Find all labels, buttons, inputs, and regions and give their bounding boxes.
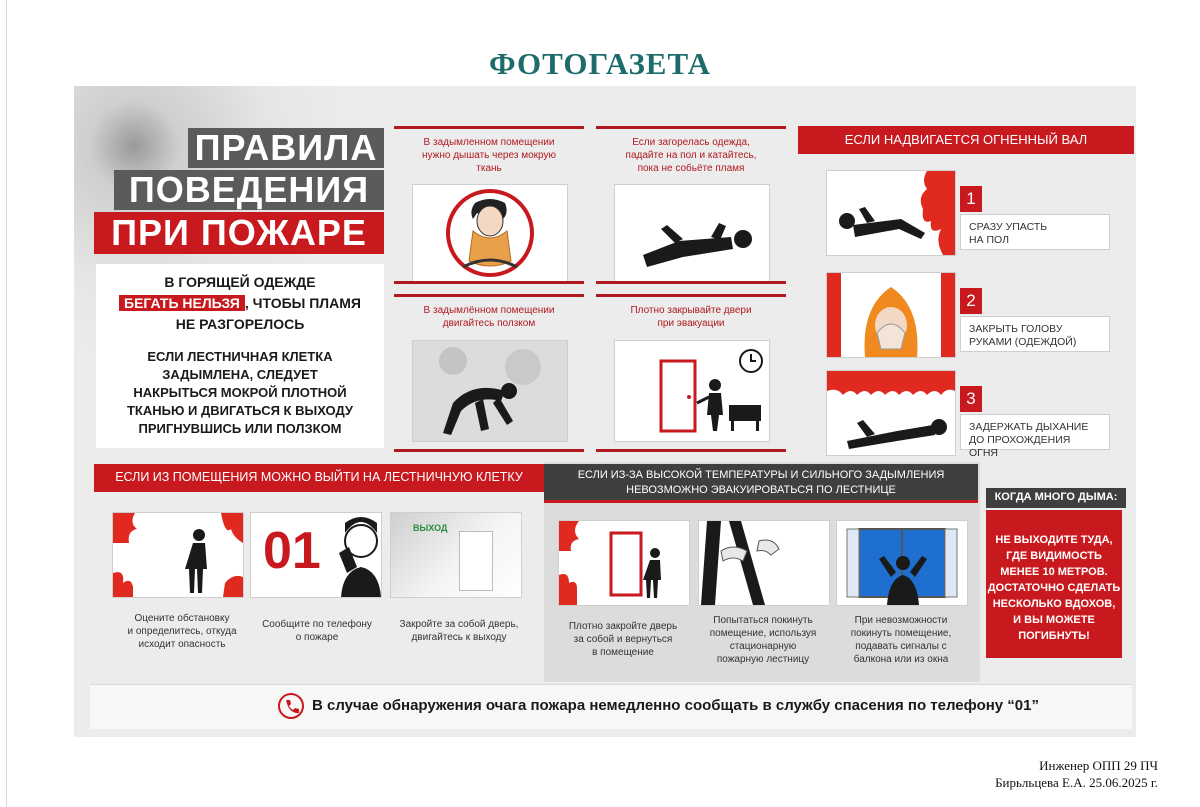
fire-wave-step-2 — [826, 272, 1116, 358]
tip-text — [596, 304, 786, 330]
crawling-person-icon — [413, 341, 567, 441]
poster-title-line3: ПРИ ПОЖАРЕ — [94, 212, 384, 254]
fall-down-illustration — [826, 170, 956, 256]
fire-ladder-illustration — [698, 520, 830, 606]
emergency-footer — [90, 684, 1132, 729]
signature-line2: Бирьльцева Е.А. 25.06.2025 г. — [995, 775, 1158, 790]
lying-person-flames-icon — [827, 171, 955, 255]
assess-situation-illustration — [112, 512, 244, 598]
fire-safety-poster — [74, 86, 1136, 737]
call-phone-text — [250, 618, 384, 644]
window-signal-text — [832, 614, 970, 666]
tip-line: пока не собьёте пламя — [637, 163, 745, 174]
fire-wave-step-1 — [826, 170, 1116, 256]
stairwell-text-line: исходит опасность — [138, 639, 226, 650]
high-temp-text-line: помещение, используя — [709, 628, 817, 639]
stairwell-rule-line1: ЕСЛИ ЛЕСТНИЧНАЯ КЛЕТКА — [147, 349, 333, 364]
smoke-header: КОГДА МНОГО ДЫМА: — [986, 488, 1126, 508]
hold-breath-illustration — [826, 370, 956, 456]
smoke-warning-line: НЕСКОЛЬКО ВДОХОВ, — [992, 598, 1116, 610]
stairwell-header: ЕСЛИ ИЗ ПОМЕЩЕНИЯ МОЖНО ВЫЙТИ НА ЛЕСТНИЧНУЮ КЛЕТКУ — [94, 464, 544, 492]
tip-line: В задымленном помещении — [423, 137, 555, 148]
ladder-hands-icon — [699, 521, 829, 605]
tip-top-bar — [596, 126, 786, 129]
rolling-person-illustration — [614, 184, 770, 282]
window-signal-illustration — [836, 520, 968, 606]
lying-person-icon — [615, 185, 769, 281]
wet-cloth-illustration — [412, 184, 568, 282]
door-flames-icon — [559, 521, 689, 605]
tip-wet-cloth — [394, 126, 584, 284]
page-title: ФОТОГАЗЕТА — [488, 46, 712, 81]
step-number-badge: 2 — [960, 288, 982, 314]
tip-bottom-bar — [394, 449, 584, 452]
stairwell-rule-line3: НАКРЫТЬСЯ МОКРОЙ ПЛОТНОЙ — [133, 385, 347, 400]
door-person-icon — [615, 341, 769, 441]
crawling-person-illustration — [412, 340, 568, 442]
high-temp-text-line: покинуть помещение, — [850, 628, 952, 639]
tip-crawl — [394, 294, 584, 452]
burning-clothes-line1: В ГОРЯЩЕЙ ОДЕЖДЕ — [164, 274, 316, 290]
tip-text — [596, 136, 786, 175]
smoke-warning-line: НЕ ВЫХОДИТЕ ТУДА, — [995, 534, 1113, 546]
tip-line: Плотно закрывайте двери — [630, 305, 752, 316]
tip-line: при эвакуации — [657, 318, 725, 329]
close-door-text — [384, 618, 534, 644]
high-temp-text-line: пожарную лестницу — [716, 654, 810, 665]
fire-ladder-text — [694, 614, 832, 666]
cover-head-illustration — [826, 272, 956, 358]
fire-wave-header: ЕСЛИ НАДВИГАЕТСЯ ОГНЕННЫЙ ВАЛ — [798, 126, 1134, 154]
step-number-badge: 3 — [960, 386, 982, 412]
stairwell-text-line: и определитесь, откуда — [127, 626, 237, 637]
stairwell-text-line: о пожаре — [295, 632, 339, 643]
tip-text — [394, 136, 584, 175]
page-edge — [6, 0, 7, 807]
standing-person-flames-icon — [113, 513, 243, 597]
window-person-icon — [837, 521, 967, 605]
smoke-warning-line: ГДЕ ВИДИМОСТЬ — [1006, 550, 1102, 562]
tip-top-bar — [596, 294, 786, 297]
close-door-illustration — [614, 340, 770, 442]
stairwell-text-line: Сообщите по телефону — [262, 619, 372, 630]
high-temp-header-line: ЕСЛИ ИЗ-ЗА ВЫСОКОЙ ТЕМПЕРАТУРЫ И СИЛЬНОГО ЗАДЫМЛЕНИЯ — [577, 469, 945, 481]
high-temp-header — [544, 464, 978, 500]
high-temp-text-line: При невозможности — [854, 615, 948, 626]
stairwell-rule-line4: ТКАНЬЮ И ДВИГАТЬСЯ К ВЫХОДУ — [126, 403, 353, 418]
tip-line: двигайтесь ползком — [442, 318, 536, 329]
step-label-line: НА ПОЛ — [969, 234, 1009, 246]
smoke-warning-line: ДОСТАТОЧНО СДЕЛАТЬ — [987, 582, 1121, 594]
run-forbidden-tag: БЕГАТЬ НЕЛЬЗЯ — [119, 295, 245, 311]
fire-wave-step-3 — [826, 370, 1116, 459]
tip-line: Если загорелась одежда, — [632, 137, 750, 148]
return-to-room-text — [558, 620, 688, 659]
smoke-warning-box — [986, 510, 1122, 658]
tip-line: падайте на пол и катайтесь, — [625, 150, 757, 161]
tip-line: ткань — [476, 163, 502, 174]
step-label — [960, 214, 1110, 250]
tip-text — [394, 304, 584, 330]
emergency-number: 01 — [263, 522, 321, 580]
smoky-stairwell-rule — [96, 348, 384, 438]
phone-icon — [278, 693, 304, 719]
poster-title-line1: ПРАВИЛА — [188, 128, 384, 168]
step-label-line: СРАЗУ УПАСТЬ — [969, 221, 1048, 233]
exit-door-illustration — [390, 512, 522, 598]
stairwell-text-line: двигайтесь к выходу — [411, 632, 507, 643]
burning-clothes-rule — [96, 272, 384, 335]
tip-line: В задымлённом помещении — [423, 305, 555, 316]
signature-line1: Инженер ОПП 29 ПЧ — [1039, 758, 1158, 773]
no-breathing-icon — [413, 185, 567, 281]
cover-head-icon — [827, 273, 955, 357]
burning-clothes-line2 — [96, 293, 384, 314]
smoke-warning-line: И ВЫ МОЖЕТЕ — [1013, 614, 1095, 626]
tip-bottom-bar — [596, 449, 786, 452]
stairwell-text-line: Оцените обстановку — [134, 613, 230, 624]
emergency-call-text: В случае обнаружения очага пожара немедленно сообщать в службу спасения по телефону “01” — [312, 697, 1039, 714]
tip-line: нужно дышать через мокрую — [422, 150, 556, 161]
burning-clothes-line3: НЕ РАЗГОРЕЛОСЬ — [175, 316, 305, 332]
step-number-badge: 1 — [960, 186, 982, 212]
tip-close-doors — [596, 294, 786, 452]
return-to-room-illustration — [558, 520, 690, 606]
tip-top-bar — [394, 126, 584, 129]
high-temp-text-line: в помещение — [592, 647, 654, 658]
high-temp-text-line: подавать сигналы с — [855, 641, 947, 652]
lying-person-flames-above-icon — [827, 371, 955, 455]
stairwell-rule-line5: ПРИГНУВШИСЬ ИЛИ ПОЛЗКОМ — [138, 421, 342, 436]
step-label-line: РУКАМИ (ОДЕЖДОЙ) — [969, 336, 1077, 348]
high-temp-text-line: за собой и вернуться — [573, 634, 673, 645]
tip-bottom-bar — [394, 281, 584, 284]
smoke-warning-line: МЕНЕЕ 10 МЕТРОВ. — [1000, 566, 1108, 578]
call-phone-illustration — [250, 512, 382, 598]
high-temp-divider — [544, 500, 978, 503]
exit-sign: ВЫХОД — [413, 523, 448, 533]
high-temp-text-line: Плотно закройте дверь — [568, 621, 678, 632]
rules-panel — [96, 264, 384, 448]
high-temp-text-line: стационарную — [729, 641, 797, 652]
step-label-line: ДО ПРОХОЖДЕНИЯ ОГНЯ — [969, 434, 1071, 459]
tip-top-bar — [394, 294, 584, 297]
corridor-background — [391, 513, 521, 597]
tip-bottom-bar — [596, 281, 786, 284]
exit-doorway — [459, 531, 493, 591]
stairwell-text-line: Закройте за собой дверь, — [399, 619, 519, 630]
burning-clothes-line2-rest: , ЧТОБЫ ПЛАМЯ — [244, 295, 361, 311]
high-temp-header-line: НЕВОЗМОЖНО ЭВАКУИРОВАТЬСЯ ПО ЛЕСТНИЦЕ — [626, 484, 896, 496]
high-temp-text-line: Попытаться покинуть — [713, 615, 813, 626]
step-label — [960, 316, 1110, 352]
high-temp-text-line: балкона или из окна — [853, 654, 949, 665]
step-label-line: ЗАДЕРЖАТЬ ДЫХАНИЕ — [969, 421, 1089, 433]
stairwell-rule-line2: ЗАДЫМЛЕНА, СЛЕДУЕТ — [162, 367, 318, 382]
smoke-warning-line: ПОГИБНУТЬ! — [1018, 630, 1090, 642]
poster-title-line2: ПОВЕДЕНИЯ — [114, 170, 384, 210]
step-label-line: ЗАКРЫТЬ ГОЛОВУ — [969, 323, 1063, 335]
assess-situation-text — [112, 612, 252, 651]
author-signature — [995, 757, 1158, 791]
tip-roll-on-floor — [596, 126, 786, 284]
step-label — [960, 414, 1110, 459]
phone-caller-icon — [335, 513, 381, 597]
